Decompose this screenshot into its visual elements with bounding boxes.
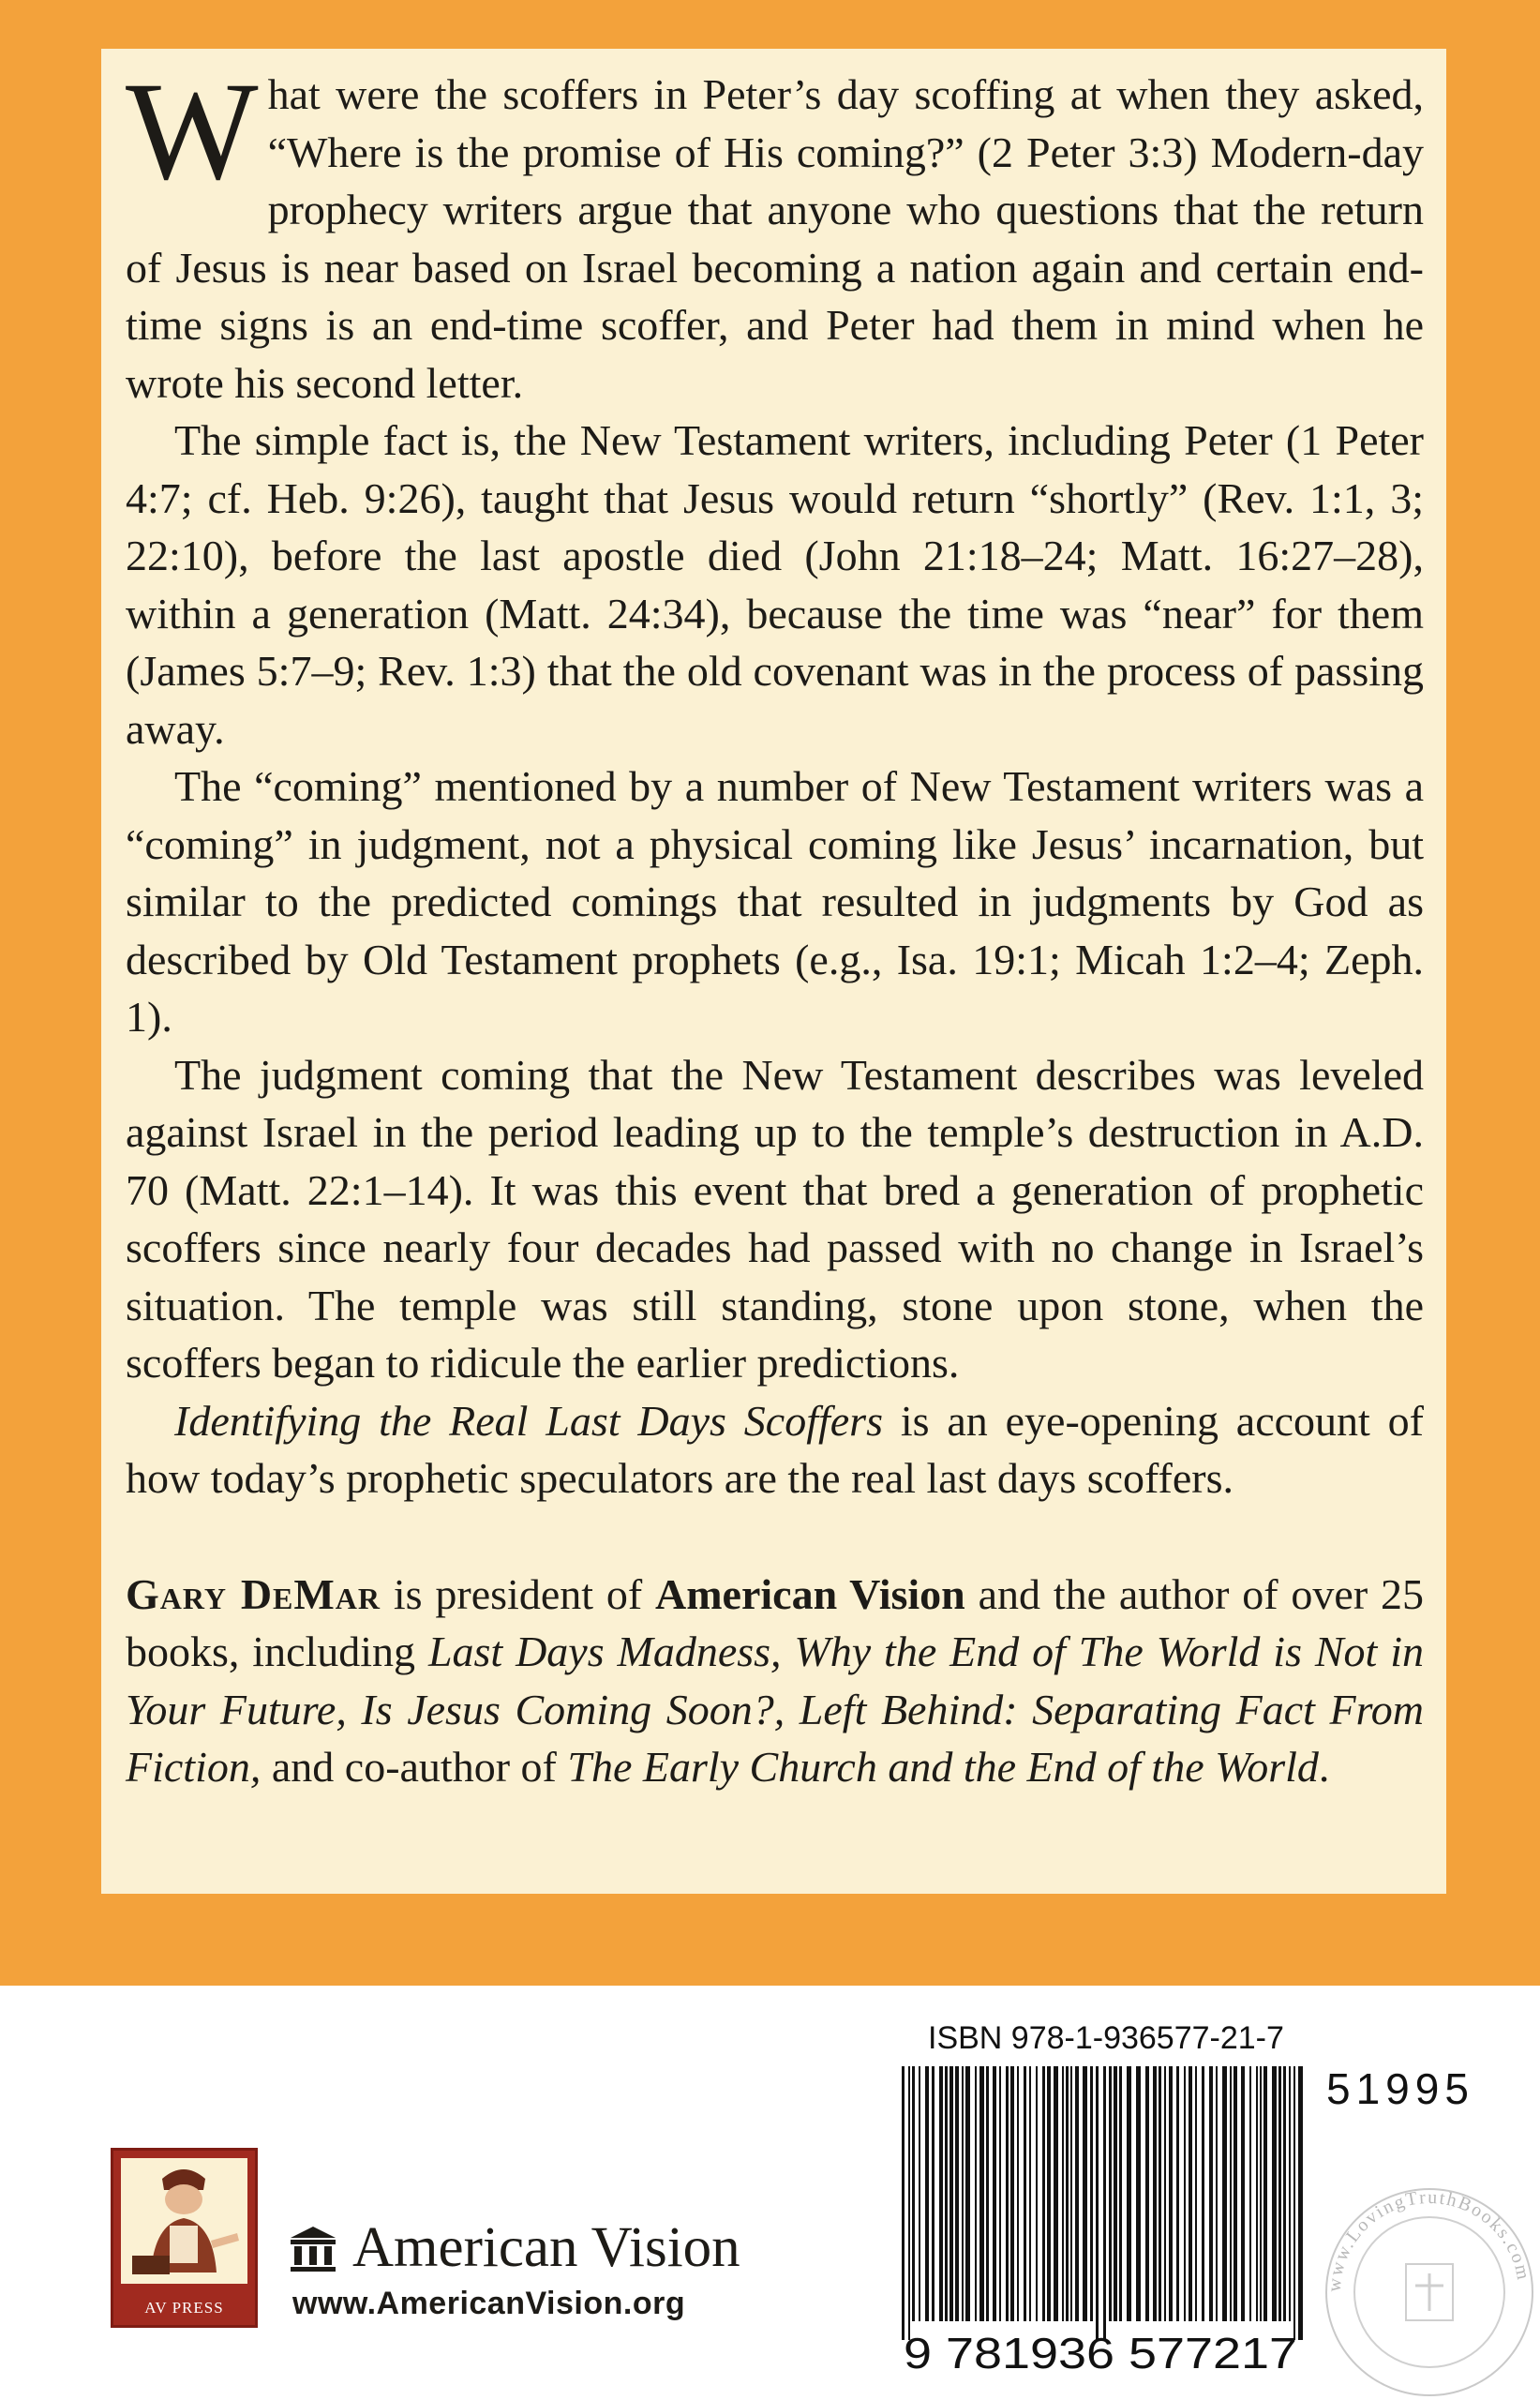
barcode-bar bbox=[1024, 2066, 1026, 2321]
barcode-digits: 9 781936 577217 bbox=[904, 2329, 1297, 2376]
barcode-bar bbox=[1176, 2066, 1179, 2321]
watermark-seal bbox=[1320, 2184, 1540, 2400]
barcode-bar bbox=[949, 2066, 953, 2321]
barcode-bar bbox=[1202, 2066, 1204, 2321]
barcode-bar bbox=[1145, 2066, 1149, 2321]
bio-org-name: American Vision bbox=[655, 1569, 965, 1618]
barcode-bar bbox=[1289, 2066, 1291, 2321]
blurb-panel bbox=[101, 49, 1446, 1894]
barcode-bar bbox=[1103, 2066, 1106, 2340]
bio-text-2: and the author of over 25 books, including bbox=[126, 1569, 1424, 1675]
barcode-bar bbox=[1096, 2066, 1099, 2340]
barcode-bar bbox=[932, 2066, 934, 2321]
publisher-url: www.AmericanVision.org bbox=[292, 2286, 686, 2321]
barcode-bar bbox=[1036, 2066, 1038, 2321]
isbn-barcode bbox=[898, 2066, 1310, 2376]
barcode-bar bbox=[1209, 2066, 1213, 2321]
barcode-bar bbox=[939, 2066, 943, 2321]
paragraph-1 bbox=[126, 53, 1424, 412]
barcode-bar bbox=[1083, 2066, 1087, 2321]
bio-book-list: Last Days Madness, Why the End of The World is Not in Your Future, Is Jesus Coming Soon?, Left Behind: Separating Fact From Fiction, bbox=[126, 1628, 1424, 1791]
barcode-bar bbox=[1169, 2066, 1173, 2321]
barcode-bar bbox=[979, 2066, 984, 2321]
barcode-bar bbox=[1283, 2066, 1286, 2321]
barcode-bar bbox=[925, 2066, 929, 2321]
barcode-bar bbox=[912, 2066, 915, 2321]
publisher-name-row bbox=[289, 2215, 740, 2281]
barcode-bar bbox=[1029, 2066, 1031, 2321]
barcode-bar bbox=[1233, 2066, 1237, 2321]
author-bio bbox=[126, 1566, 1424, 1796]
bio-text-3: and co-author of bbox=[261, 1743, 568, 1791]
barcode-bar bbox=[1127, 2066, 1131, 2321]
isbn-label: ISBN 978-1-936577-21-7 bbox=[928, 2020, 1284, 2056]
barcode-bar bbox=[1230, 2066, 1232, 2321]
bio-text-4: . bbox=[1318, 1743, 1330, 1791]
barcode-bar bbox=[1159, 2066, 1161, 2321]
barcode-bar bbox=[999, 2066, 1001, 2321]
barcode-bar bbox=[962, 2066, 964, 2321]
paragraph-1-text: hat were the scoffers in Peter’s day scoffing at when they asked, “Where is the promise of His coming?” (2 Peter 3:3) Modern-day prophecy writers argue that anyone who questions that the return of Jesus is near based on Israel becoming a nation again and certain end-time signs is an end-time scoffer, and Peter had them in mind when he wrote his second letter. bbox=[126, 70, 1424, 407]
drop-cap: W bbox=[126, 53, 259, 209]
barcode-bar bbox=[1195, 2066, 1197, 2321]
bio-coauthor-book: The Early Church and the End of the World bbox=[567, 1743, 1319, 1791]
barcode-bar bbox=[1222, 2066, 1227, 2321]
barcode-bar bbox=[1054, 2066, 1058, 2321]
av-press-label: AV PRESS bbox=[144, 2299, 224, 2317]
barcode-bar bbox=[1189, 2066, 1192, 2321]
barcode-bar bbox=[902, 2066, 905, 2340]
barcode-bar bbox=[1260, 2066, 1262, 2321]
paragraph-3: The “coming” mentioned by a number of New Testament writers was a “coming” in judgment, not a physical coming like Jesus’ incarnation, but similar to the predicted comings that resulted in judgments by God as described by Old Testament prophets (e.g., Isa. 19:1; Micah 1:2–4; Zeph. 1). bbox=[126, 762, 1424, 1041]
barcode-bar bbox=[919, 2066, 920, 2321]
barcode-bar bbox=[1136, 2066, 1141, 2321]
barcode-bar bbox=[1153, 2066, 1157, 2321]
price-code: 51995 bbox=[1326, 2064, 1474, 2113]
barcode-bar bbox=[1241, 2066, 1245, 2321]
barcode-bar bbox=[1017, 2066, 1019, 2321]
barcode-bar bbox=[955, 2066, 959, 2321]
barcode-bar bbox=[1114, 2066, 1117, 2321]
barcode-bar bbox=[1164, 2066, 1166, 2321]
author-name: Gary DeMar bbox=[126, 1569, 381, 1618]
barcode-bar bbox=[1075, 2066, 1079, 2321]
barcode-bar bbox=[1184, 2066, 1186, 2321]
barcode-bar bbox=[1249, 2066, 1251, 2321]
barcode-bar bbox=[1256, 2066, 1258, 2321]
publisher-name: American Vision bbox=[352, 2216, 740, 2279]
seal-text: www.LovingTruthBooks.com bbox=[1323, 2186, 1534, 2293]
barcode-bar bbox=[965, 2066, 970, 2321]
paragraph-5-text: is an eye-opening account of how today’s prophetic speculators are the real last days scoffers. bbox=[126, 1396, 1424, 1502]
barcode-bar bbox=[1109, 2066, 1112, 2321]
barcode-bar bbox=[1293, 2066, 1295, 2340]
barcode-bar bbox=[1010, 2066, 1014, 2321]
barcode-bar bbox=[1119, 2066, 1122, 2321]
barcode-bar bbox=[1062, 2066, 1064, 2321]
barcode-bars bbox=[902, 2066, 1303, 2340]
barcode-bar bbox=[1066, 2066, 1069, 2321]
barcode-bar bbox=[1298, 2066, 1303, 2340]
barcode-bar bbox=[1047, 2066, 1051, 2321]
barcode-bar bbox=[975, 2066, 977, 2321]
barcode-bar bbox=[1272, 2066, 1277, 2321]
barcode-bar bbox=[1216, 2066, 1218, 2321]
printer-figure-icon bbox=[113, 2151, 255, 2291]
barcode-bar bbox=[986, 2066, 989, 2321]
barcode-bar bbox=[993, 2066, 996, 2321]
paragraph-4: The judgment coming that the New Testament describes was leveled against Israel in the period leading up to the temple’s destruction in A.D. 70 (Matt. 22:1–14). It was this event that bred a generation of prophetic scoffers since nearly four decades had passed with no change in Israel’s situation. The temple was still standing, stone upon stone, when the scoffers began to ridicule the earlier predictions. bbox=[126, 1050, 1424, 1387]
barcode-bar bbox=[1006, 2066, 1009, 2321]
barcode-bar bbox=[1070, 2066, 1072, 2321]
building-columns-icon bbox=[289, 2225, 337, 2272]
barcode-bar bbox=[1042, 2066, 1045, 2321]
barcode-bar bbox=[908, 2066, 910, 2340]
book-title: Identifying the Real Last Days Scoffers bbox=[174, 1396, 883, 1445]
paragraph-5 bbox=[126, 1392, 1424, 1508]
barcode-bar bbox=[1278, 2066, 1281, 2321]
barcode-bar bbox=[945, 2066, 948, 2321]
paragraph-2: The simple fact is, the New Testament writers, including Peter (1 Peter 4:7; cf. Heb. 9:26), taught that Jesus would return “shortly” (Rev. 1:1, 3; 22:10), before the last apostle died (John 21:18–24; Matt. 16:27–28), within a generation (Matt. 24:34), because the time was “near” for them (James 5:7–9; Rev. 1:3) that the old covenant was in the process of passing away. bbox=[126, 416, 1424, 753]
av-press-logo bbox=[111, 2148, 258, 2328]
barcode-bar bbox=[1090, 2066, 1093, 2321]
barcode-bar bbox=[1263, 2066, 1267, 2321]
publisher-strip bbox=[0, 1986, 1540, 2400]
bio-text-1: is president of bbox=[381, 1569, 656, 1618]
